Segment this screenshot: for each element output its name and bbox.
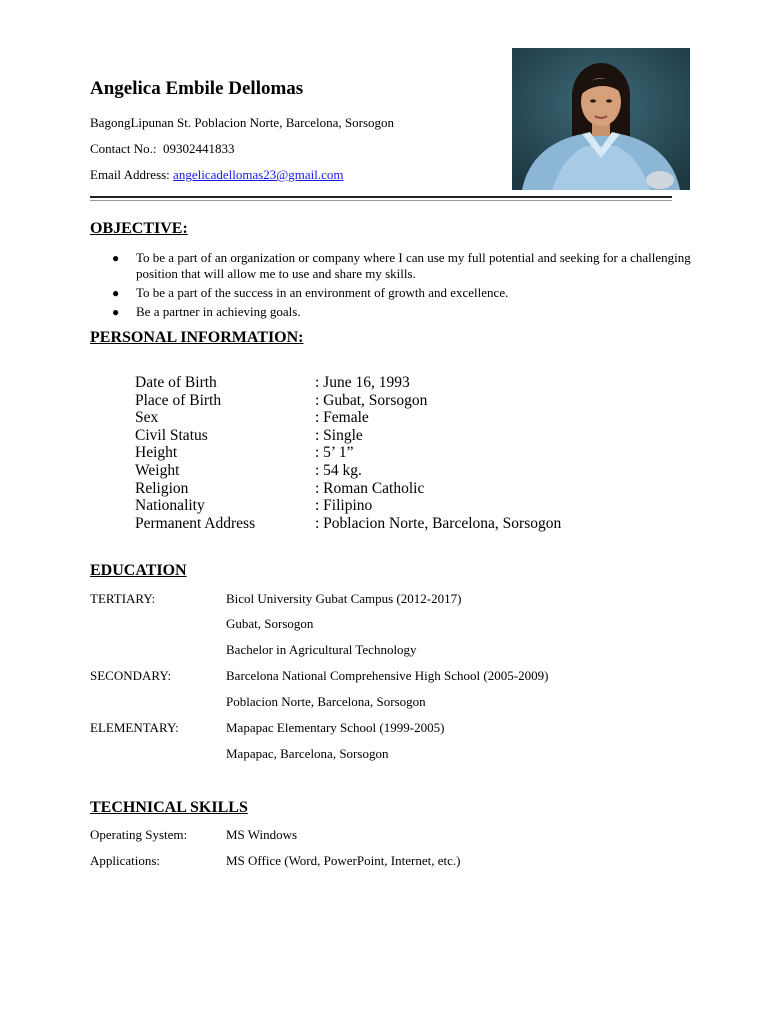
secondary-school: Barcelona National Comprehensive High School (2005-2009) <box>226 668 549 683</box>
objective-item: ● To be a part of the success in an environment of growth and excellence. <box>112 285 509 300</box>
contact-line <box>90 141 234 157</box>
applications-label: Applications: <box>90 853 161 868</box>
tertiary-place: Gubat, Sorsogon <box>226 616 314 631</box>
education-heading: EDUCATION <box>90 562 187 579</box>
bullet-icon: ● <box>112 251 120 265</box>
tertiary-label: TERTIARY: <box>90 591 156 606</box>
applicant-photo <box>512 48 690 190</box>
portrait-image <box>512 48 690 190</box>
elementary-label: ELEMENTARY: <box>90 720 179 735</box>
applicant-name: Angelica Embile Dellomas <box>90 78 304 99</box>
tertiary-degree: Bachelor in Agricultural Technology <box>226 642 417 657</box>
technical-skills-heading: TECHNICAL SKILLS <box>90 799 248 816</box>
email-label: Email Address: <box>90 167 170 182</box>
secondary-label: SECONDARY: <box>90 668 172 683</box>
header-divider-thin <box>90 200 672 201</box>
personal-info-heading: PERSONAL INFORMATION: <box>90 329 304 346</box>
objective-item: ● To be a part of an organization or company where I can use my full potential and seeking for a challenging position that will allow me to use and share my skills. <box>112 250 691 281</box>
os-value: MS Windows <box>226 827 298 842</box>
objective-heading: OBJECTIVE: <box>90 220 188 237</box>
email-link[interactable]: angelicadellomas23@gmail.com <box>173 167 344 182</box>
header-divider <box>90 196 672 198</box>
applicant-address: BagongLipunan St. Poblacion Norte, Barcelona, Sorsogon <box>90 115 395 130</box>
email-line <box>90 167 344 183</box>
contact-number: 09302441833 <box>162 141 235 156</box>
tertiary-school: Bicol University Gubat Campus (2012-2017) <box>226 591 462 606</box>
objective-item: ● Be a partner in achieving goals. <box>112 304 301 319</box>
contact-label: Contact No.: <box>90 141 157 156</box>
objective-list <box>112 250 692 323</box>
bullet-icon: ● <box>112 286 120 300</box>
applications-value: MS Office (Word, PowerPoint, Internet, etc.) <box>226 853 461 868</box>
bullet-icon: ● <box>112 305 120 319</box>
elementary-school: Mapapac Elementary School (1999-2005) <box>226 720 445 735</box>
elementary-place: Mapapac, Barcelona, Sorsogon <box>226 746 389 761</box>
secondary-place: Poblacion Norte, Barcelona, Sorsogon <box>226 694 426 709</box>
os-label: Operating System: <box>90 827 188 842</box>
